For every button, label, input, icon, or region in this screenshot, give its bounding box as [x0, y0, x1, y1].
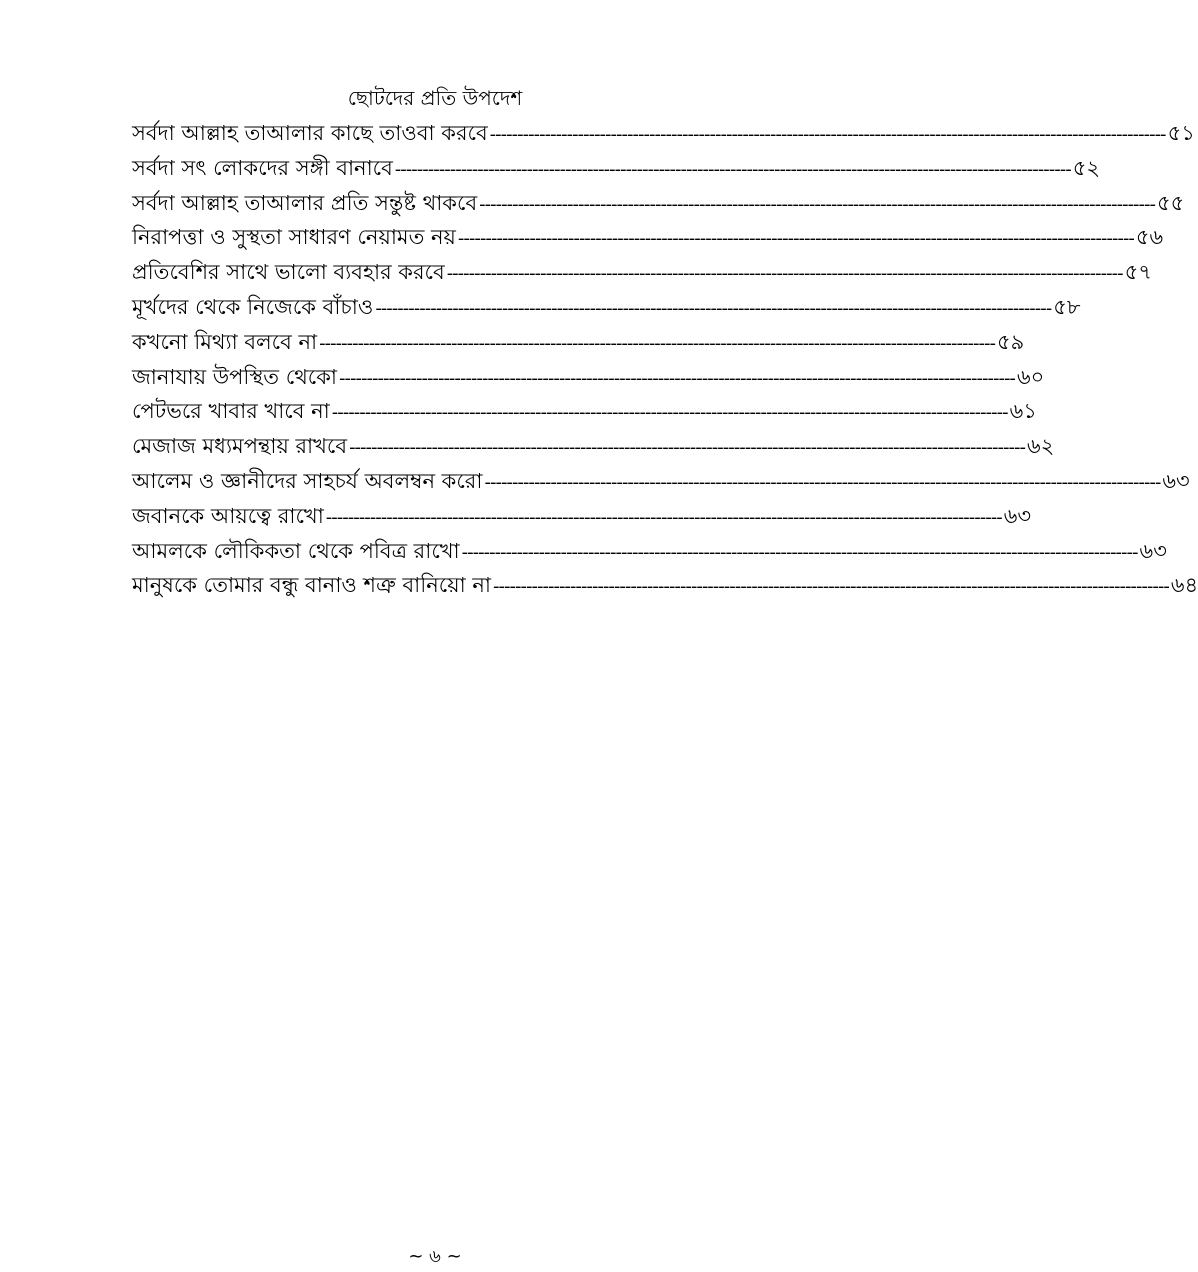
toc-entry-page: ৬৩ [1003, 503, 1032, 528]
toc-entry-title: প্রতিবেশির সাথে ভালো ব্যবহার করবে [132, 260, 445, 285]
toc-entry-page: ৫২ [1072, 155, 1100, 180]
dot-leader [326, 501, 1002, 536]
toc-entry[interactable] [132, 499, 1032, 534]
toc-entry-page: ৫৯ [997, 329, 1025, 354]
dot-leader [339, 362, 1015, 397]
toc-entry-title: জানাযায় উপস্থিত থেকো [132, 364, 338, 389]
toc-entry-page: ৬০ [1016, 364, 1045, 389]
toc-entry[interactable] [132, 290, 1081, 325]
toc-entry-page: ৬৪ [1170, 573, 1198, 598]
dot-leader [462, 536, 1138, 571]
toc-entry-title: কখনো মিথ্যা বলবে না [132, 329, 318, 354]
dot-leader [484, 466, 1160, 501]
toc-heading: ছোটদের প্রতি উপদেশ [347, 86, 523, 110]
dot-leader [332, 396, 1008, 431]
toc-entry-page: ৫৬ [1135, 225, 1164, 250]
toc-entry-title: আলেম ও জ্ঞানীদের সাহচর্য অবলম্বন করো [132, 468, 483, 493]
toc-entry[interactable] [132, 534, 1167, 569]
toc-entry[interactable] [132, 360, 1045, 395]
page-number-footer: ~ ৬ ~ [408, 1246, 462, 1267]
dot-leader [493, 570, 1169, 605]
toc-entry-title: সর্বদা আল্লাহ তাআলার প্রতি সন্তুষ্ট থাকবে [132, 190, 478, 215]
toc-entry-page: ৬৩ [1162, 468, 1190, 493]
toc-entry-title: মানুষকে তোমার বন্ধু বানাও শত্রু বানিয়ো না [132, 573, 491, 598]
dot-leader [458, 222, 1134, 257]
toc-entry[interactable] [132, 220, 1164, 255]
toc-entry-title: সর্বদা আল্লাহ তাআলার কাছে তাওবা করবে [132, 121, 488, 145]
table-of-contents [132, 116, 1198, 603]
toc-entry[interactable] [132, 394, 1037, 429]
toc-entry-page: ৬২ [1026, 434, 1055, 459]
toc-entry-title: জবানকে আয়ত্বে রাখো [132, 503, 324, 528]
dot-leader [447, 257, 1123, 292]
dot-leader [375, 292, 1051, 327]
toc-entry-page: ৫৭ [1124, 260, 1152, 285]
toc-entry-page: ৫১ [1167, 121, 1195, 145]
toc-entry-title: সর্বদা সৎ লোকদের সঙ্গী বানাবে [132, 155, 393, 180]
dot-leader [319, 327, 995, 362]
toc-entry-title: আমলকে লৌকিকতা থেকে পবিত্র রাখো [132, 538, 460, 563]
toc-entry-page: ৫৮ [1053, 294, 1081, 319]
toc-entry-title: নিরাপত্তা ও সুস্থতা সাধারণ নেয়ামত নয় [132, 225, 456, 250]
toc-entry[interactable] [132, 429, 1055, 464]
toc-entry[interactable] [132, 325, 1025, 360]
toc-entry[interactable] [132, 116, 1195, 151]
toc-entry[interactable] [132, 151, 1100, 186]
toc-entry-title: মূর্খদের থেকে নিজেকে বাঁচাও [132, 294, 374, 319]
dot-leader [395, 153, 1071, 188]
dot-leader [349, 431, 1025, 466]
toc-entry-title: পেটভরে খাবার খাবে না [132, 399, 330, 424]
dot-leader [479, 188, 1155, 223]
toc-entry-page: ৬৩ [1139, 538, 1167, 563]
toc-entry[interactable] [132, 186, 1185, 221]
dot-leader [490, 118, 1166, 153]
toc-entry-title: মেজাজ মধ্যমপন্থায় রাখবে [132, 434, 348, 459]
toc-entry[interactable] [132, 568, 1198, 603]
toc-entry[interactable] [132, 255, 1152, 290]
toc-entry[interactable] [132, 464, 1190, 499]
toc-entry-page: ৬১ [1009, 399, 1037, 424]
toc-entry-page: ৫৫ [1157, 190, 1185, 215]
